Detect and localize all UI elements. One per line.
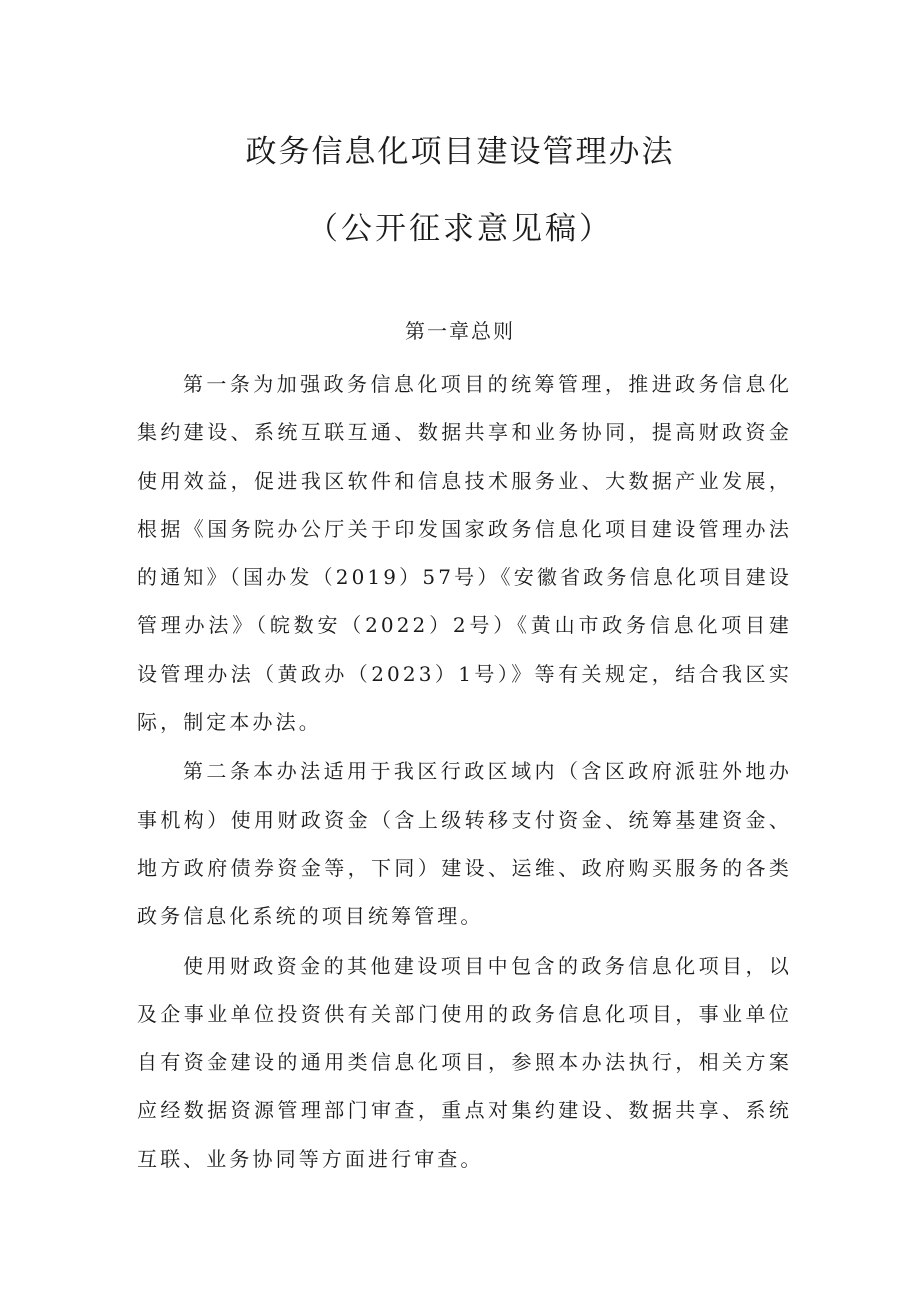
paragraph-article-1: 第一条为加强政务信息化项目的统筹管理，推进政务信息化集约建设、系统互联互通、数据共享和业务协同，提高财政资金使用效益，促进我区软件和信息技术服务业、大数据产业发展，根据《国务院办公厅关于印发国家政务信息化项目建设管理办法的通知》（国办发（2019）57号）《安徽省政务信息化项目建设管理办法》（皖数安（2022）2号）《黄山市政务信息化项目建设管理办法（黄政办（2023）1号）》等有关规定，结合我区实际，制定本办法。 — [137, 372, 792, 735]
document-title: 政务信息化项目建设管理办法 — [245, 134, 675, 170]
document-body — [137, 360, 792, 1184]
paragraph-article-2-supplement: 使用财政资金的其他建设项目中包含的政务信息化项目，以及企事业单位投资供有关部门使用的政务信息化项目，事业单位自有资金建设的通用类信息化项目，参照本办法执行，相关方案应经数据资源管理部门审查，重点对集约建设、数据共享、系统互联、业务协同等方面进行审查。 — [137, 953, 792, 1171]
paragraph-article-2: 第二条本办法适用于我区行政区域内（含区政府派驻外地办事机构）使用财政资金（含上级转移支付资金、统筹基建资金、地方政府债券资金等，下同）建设、运维、政府购买服务的各类政务信息化系统的项目统筹管理。 — [137, 759, 792, 929]
chapter-heading: 第一章总则 — [405, 319, 515, 343]
document-subtitle: （公开征求意见稿） — [307, 211, 613, 247]
